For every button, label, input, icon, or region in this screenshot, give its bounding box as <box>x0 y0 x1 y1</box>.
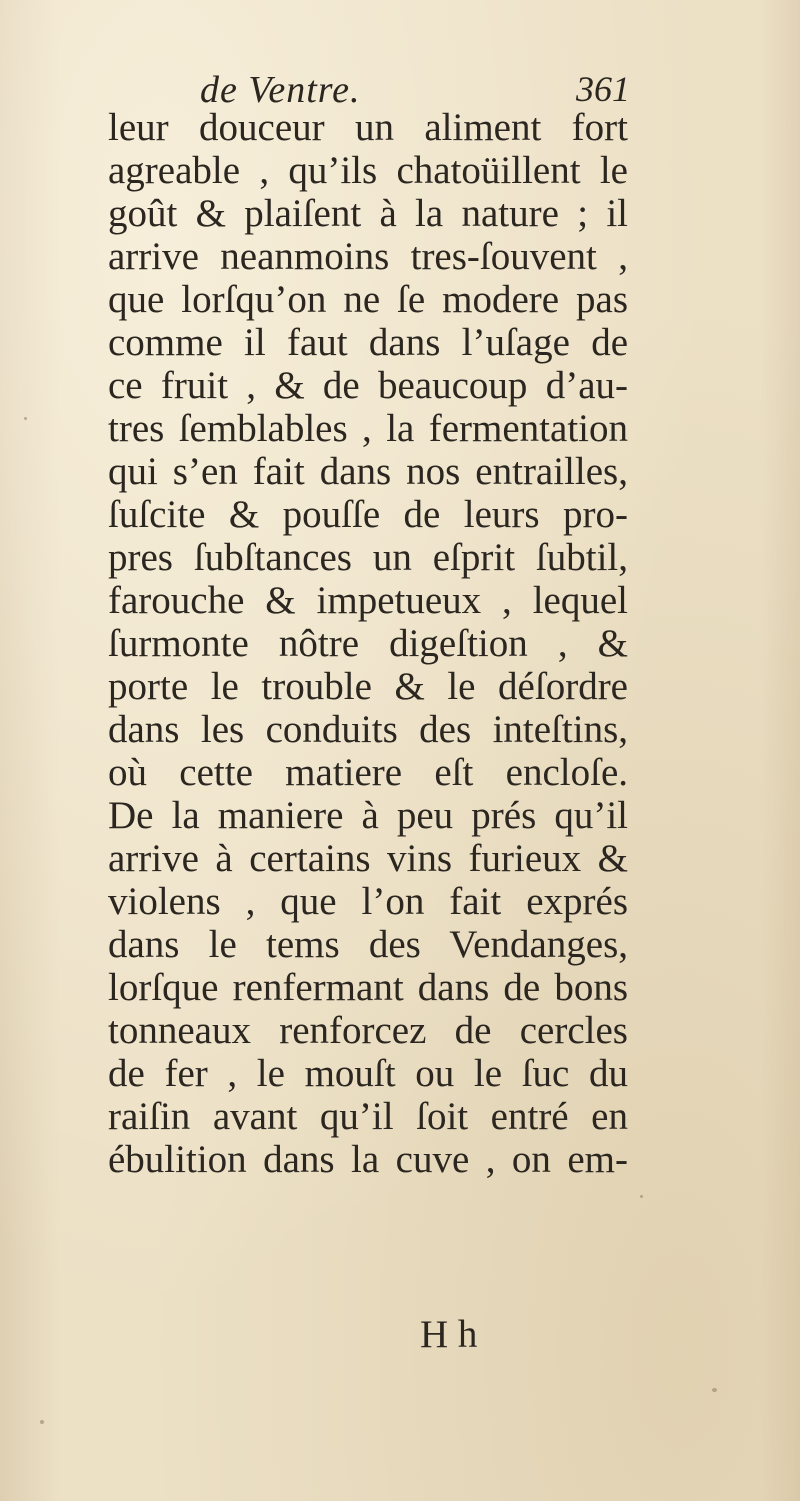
page-number: 361 <box>576 69 630 109</box>
text-line: que lorſqu’on ne ſe modere pas <box>108 278 628 321</box>
text-line: arrive neanmoins tres-ſouvent , <box>108 235 628 278</box>
text-line: dans les conduits des inteſtins, <box>108 708 628 751</box>
body-text <box>108 106 628 1181</box>
text-line: violens , que l’on fait exprés <box>108 880 628 923</box>
paper-speck <box>40 1420 44 1424</box>
text-line: pres ſubſtances un eſprit ſubtil, <box>108 536 628 579</box>
paper-speck <box>640 1195 643 1198</box>
signature-mark: H h <box>420 1313 478 1356</box>
text-line: porte le trouble & le déſordre <box>108 665 628 708</box>
paper-speck <box>712 1388 717 1392</box>
text-line: ce fruit , & de beaucoup d’au- <box>108 364 628 407</box>
paper-speck <box>24 417 27 420</box>
page-header <box>200 62 630 112</box>
text-line: goût & plaiſent à la nature ; il <box>108 192 628 235</box>
text-line: raiſin avant qu’il ſoit entré en <box>108 1095 628 1138</box>
running-title: de Ventre. <box>200 69 361 111</box>
text-line: tres ſemblables , la fermentation <box>108 407 628 450</box>
text-line: tonneaux renforcez de cercles <box>108 1009 628 1052</box>
text-line: qui s’en fait dans nos entrailles, <box>108 450 628 493</box>
text-line: de fer , le mouſt ou le ſuc du <box>108 1052 628 1095</box>
text-line: ſuſcite & pouſſe de leurs pro- <box>108 493 628 536</box>
text-line: leur douceur un aliment fort <box>108 106 628 149</box>
text-line: dans le tems des Vendanges, <box>108 923 628 966</box>
text-line: farouche & impetueux , lequel <box>108 579 628 622</box>
text-line: ébulition dans la cuve , on em- <box>108 1138 628 1181</box>
text-line: lorſque renfermant dans de bons <box>108 966 628 1009</box>
text-line: ſurmonte nôtre digeſtion , & <box>108 622 628 665</box>
text-line: comme il faut dans l’uſage de <box>108 321 628 364</box>
text-line: agreable , qu’ils chatoüillent le <box>108 149 628 192</box>
text-line: De la maniere à peu prés qu’il <box>108 794 628 837</box>
text-line: où cette matiere eſt encloſe. <box>108 751 628 794</box>
text-line: arrive à certains vins furieux & <box>108 837 628 880</box>
